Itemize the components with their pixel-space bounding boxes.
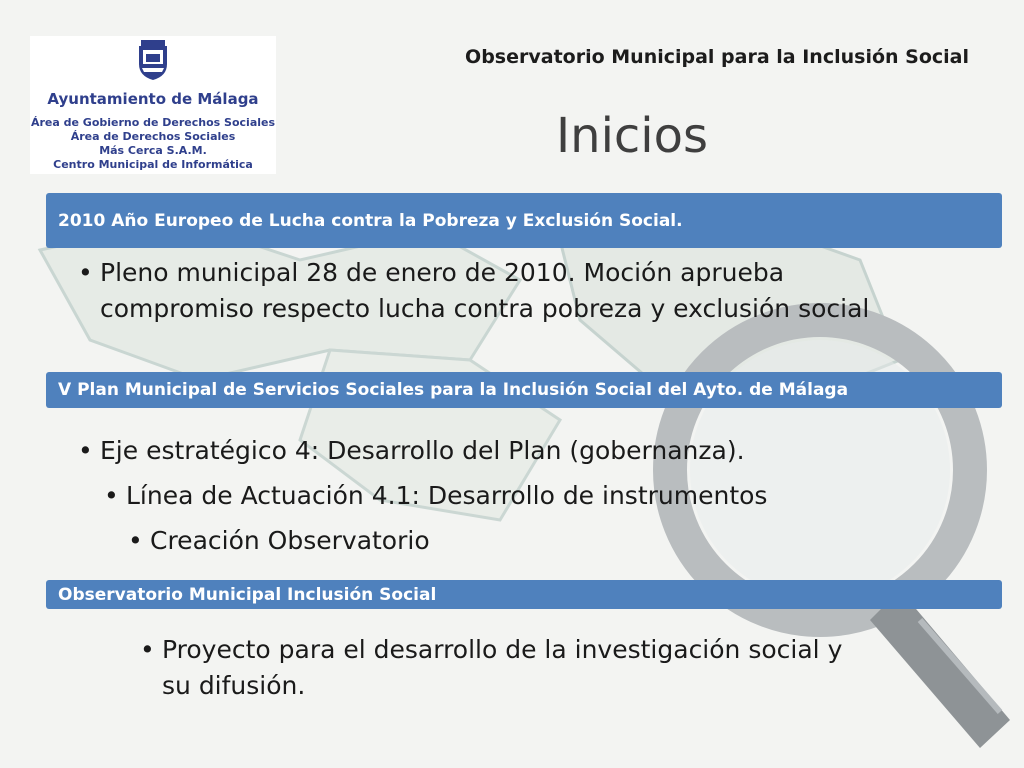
bullet-icon: • xyxy=(128,526,143,555)
list-item xyxy=(140,632,842,704)
bullet-icon: • xyxy=(104,481,119,510)
logo-line: Más Cerca S.A.M. xyxy=(99,144,207,157)
bullet-icon: • xyxy=(140,635,155,664)
logo-line: Área de Derechos Sociales xyxy=(70,130,236,143)
logo-line: Centro Municipal de Informática xyxy=(53,158,253,171)
list-item xyxy=(104,478,767,514)
header-title: Observatorio Municipal para la Inclusión Social xyxy=(465,46,969,68)
section-heading-3: Observatorio Municipal Inclusión Social xyxy=(46,580,1002,609)
bullet-icon: • xyxy=(78,258,93,287)
page-title: Inicios xyxy=(556,108,709,164)
bullet-icon: • xyxy=(78,436,93,465)
bullet-text-continued: compromiso respecto lucha contra pobreza y exclusión social xyxy=(100,294,870,323)
bullet-text: Pleno municipal 28 de enero de 2010. Moción aprueba xyxy=(100,258,785,287)
logo-org-name: Ayuntamiento de Málaga xyxy=(47,90,259,108)
logo-line: Área de Gobierno de Derechos Sociales xyxy=(30,116,276,129)
bullet-text: Proyecto para el desarrollo de la investigación social y xyxy=(162,635,843,664)
list-item xyxy=(78,433,745,469)
bullet-text: Creación Observatorio xyxy=(150,526,430,555)
list-item xyxy=(128,523,430,559)
city-crest-icon xyxy=(133,38,173,82)
list-item xyxy=(78,255,869,327)
bullet-text: Línea de Actuación 4.1: Desarrollo de instrumentos xyxy=(126,481,768,510)
bullet-text: Eje estratégico 4: Desarrollo del Plan (gobernanza). xyxy=(100,436,745,465)
section-heading-2: V Plan Municipal de Servicios Sociales para la Inclusión Social del Ayto. de Málaga xyxy=(46,372,1002,408)
bullet-text-continued: su difusión. xyxy=(162,671,306,700)
section-heading-1: 2010 Año Europeo de Lucha contra la Pobreza y Exclusión Social. xyxy=(46,193,1002,248)
logo xyxy=(30,36,276,174)
